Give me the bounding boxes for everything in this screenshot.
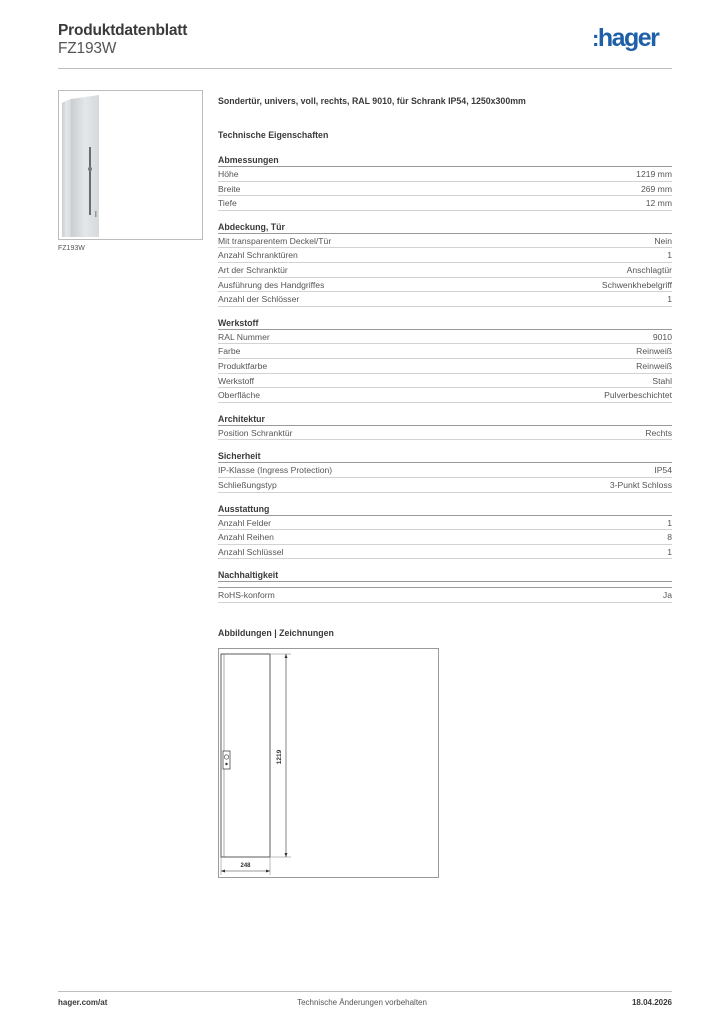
property-section [218,318,672,403]
property-value: Rechts [645,427,672,438]
property-label: Position Schranktür [218,427,293,438]
property-label: IP-Klasse (Ingress Protection) [218,465,333,476]
properties-sections [218,155,672,603]
property-label: Oberfläche [218,390,261,401]
property-value: 1 [667,294,672,305]
thumbnail-caption: FZ193W [58,245,85,252]
property-row [218,344,672,359]
property-label: Tiefe [218,198,237,209]
property-value: Stahl [652,375,672,386]
property-value: 3-Punkt Schloss [609,479,672,490]
technical-drawing [218,648,439,878]
property-value: Pulverbeschichtet [604,390,672,401]
property-label: RAL Nummer [218,331,270,342]
footer-disclaimer: Technische Änderungen vorbehalten [297,998,427,1007]
property-row [218,292,672,307]
property-row [218,248,672,263]
property-label: Produktfarbe [218,360,268,371]
hager-logo: :hager [592,24,659,52]
property-row [218,182,672,197]
property-label: Höhe [218,169,239,179]
property-value: Anschlagtür [626,264,672,275]
section-title: Sicherheit [218,451,672,463]
footer-date: 18.04.2026 [631,998,672,1007]
property-section [218,504,672,560]
product-details [218,96,672,603]
property-label: Anzahl Schranktüren [218,250,298,261]
door-thumbnail-illustration [59,91,202,239]
property-row [218,263,672,278]
property-value: Reinweiß [636,360,672,371]
property-row [218,545,672,560]
property-label: Anzahl Felder [218,517,272,528]
property-value: Reinweiß [636,346,672,357]
property-section [218,222,672,307]
width-dimension-label: 248 [240,863,251,869]
property-value: IP54 [654,465,672,476]
property-label: Mit transparentem Deckel/Tür [218,235,332,246]
section-title: Werkstoff [218,318,672,330]
property-row [218,196,672,211]
property-label: Werkstoff [218,375,254,386]
property-row [218,374,672,389]
property-row [218,478,672,493]
property-row [218,359,672,374]
property-value: 9010 [652,331,672,342]
section-title: Architektur [218,414,672,426]
property-row [218,388,672,403]
property-row [218,234,672,249]
property-row [218,588,672,603]
property-label: Anzahl Reihen [218,532,274,543]
property-label: Breite [218,183,241,194]
property-value: Schwenkhebelgriff [601,279,672,290]
drawings-title: Abbildungen | Zeichnungen [218,628,334,638]
section-title: Abdeckung, Tür [218,222,672,234]
section-title: Abmessungen [218,155,672,167]
property-value: 269 mm [640,183,672,194]
product-description: Sondertür, univers, voll, rechts, RAL 9010, für Schrank IP54, 1250x300mm [218,96,526,106]
property-value: 1 [667,546,672,557]
property-label: Ausführung des Handgriffes [218,279,325,290]
property-value: Nein [654,235,672,246]
product-code: FZ193W [58,40,117,57]
property-value: 1 [667,517,672,528]
property-row [218,530,672,545]
property-label: Anzahl Schlüssel [218,546,284,557]
property-value: 1 [667,250,672,261]
property-section [218,414,672,441]
property-section [218,451,672,492]
height-dimension-label: 1219 [276,749,283,765]
header-divider [58,68,672,69]
property-row [218,330,672,345]
product-image [58,90,203,240]
property-label: RoHS-konform [218,590,275,601]
property-value: Ja [662,590,672,601]
property-value: 1219 mm [636,169,672,179]
property-label: Farbe [218,346,241,357]
door-dimension-drawing [219,649,438,877]
property-label: Schließungstyp [218,479,277,490]
property-section [218,155,672,211]
property-label: Anzahl der Schlösser [218,294,300,305]
property-row [218,167,672,182]
section-title: Ausstattung [218,504,672,516]
page-title: Produktdatenblatt [58,22,188,39]
property-row [218,463,672,478]
property-row [218,278,672,293]
footer-divider [58,991,672,992]
property-section [218,570,672,603]
property-label: Art der Schranktür [218,264,288,275]
property-row [218,426,672,441]
footer-website[interactable]: hager.com/at [58,998,108,1007]
property-value: 12 mm [645,198,672,209]
property-row [218,516,672,531]
technical-properties-title: Technische Eigenschaften [218,130,329,140]
property-value: 8 [667,532,672,543]
section-title: Nachhaltigkeit [218,570,672,582]
